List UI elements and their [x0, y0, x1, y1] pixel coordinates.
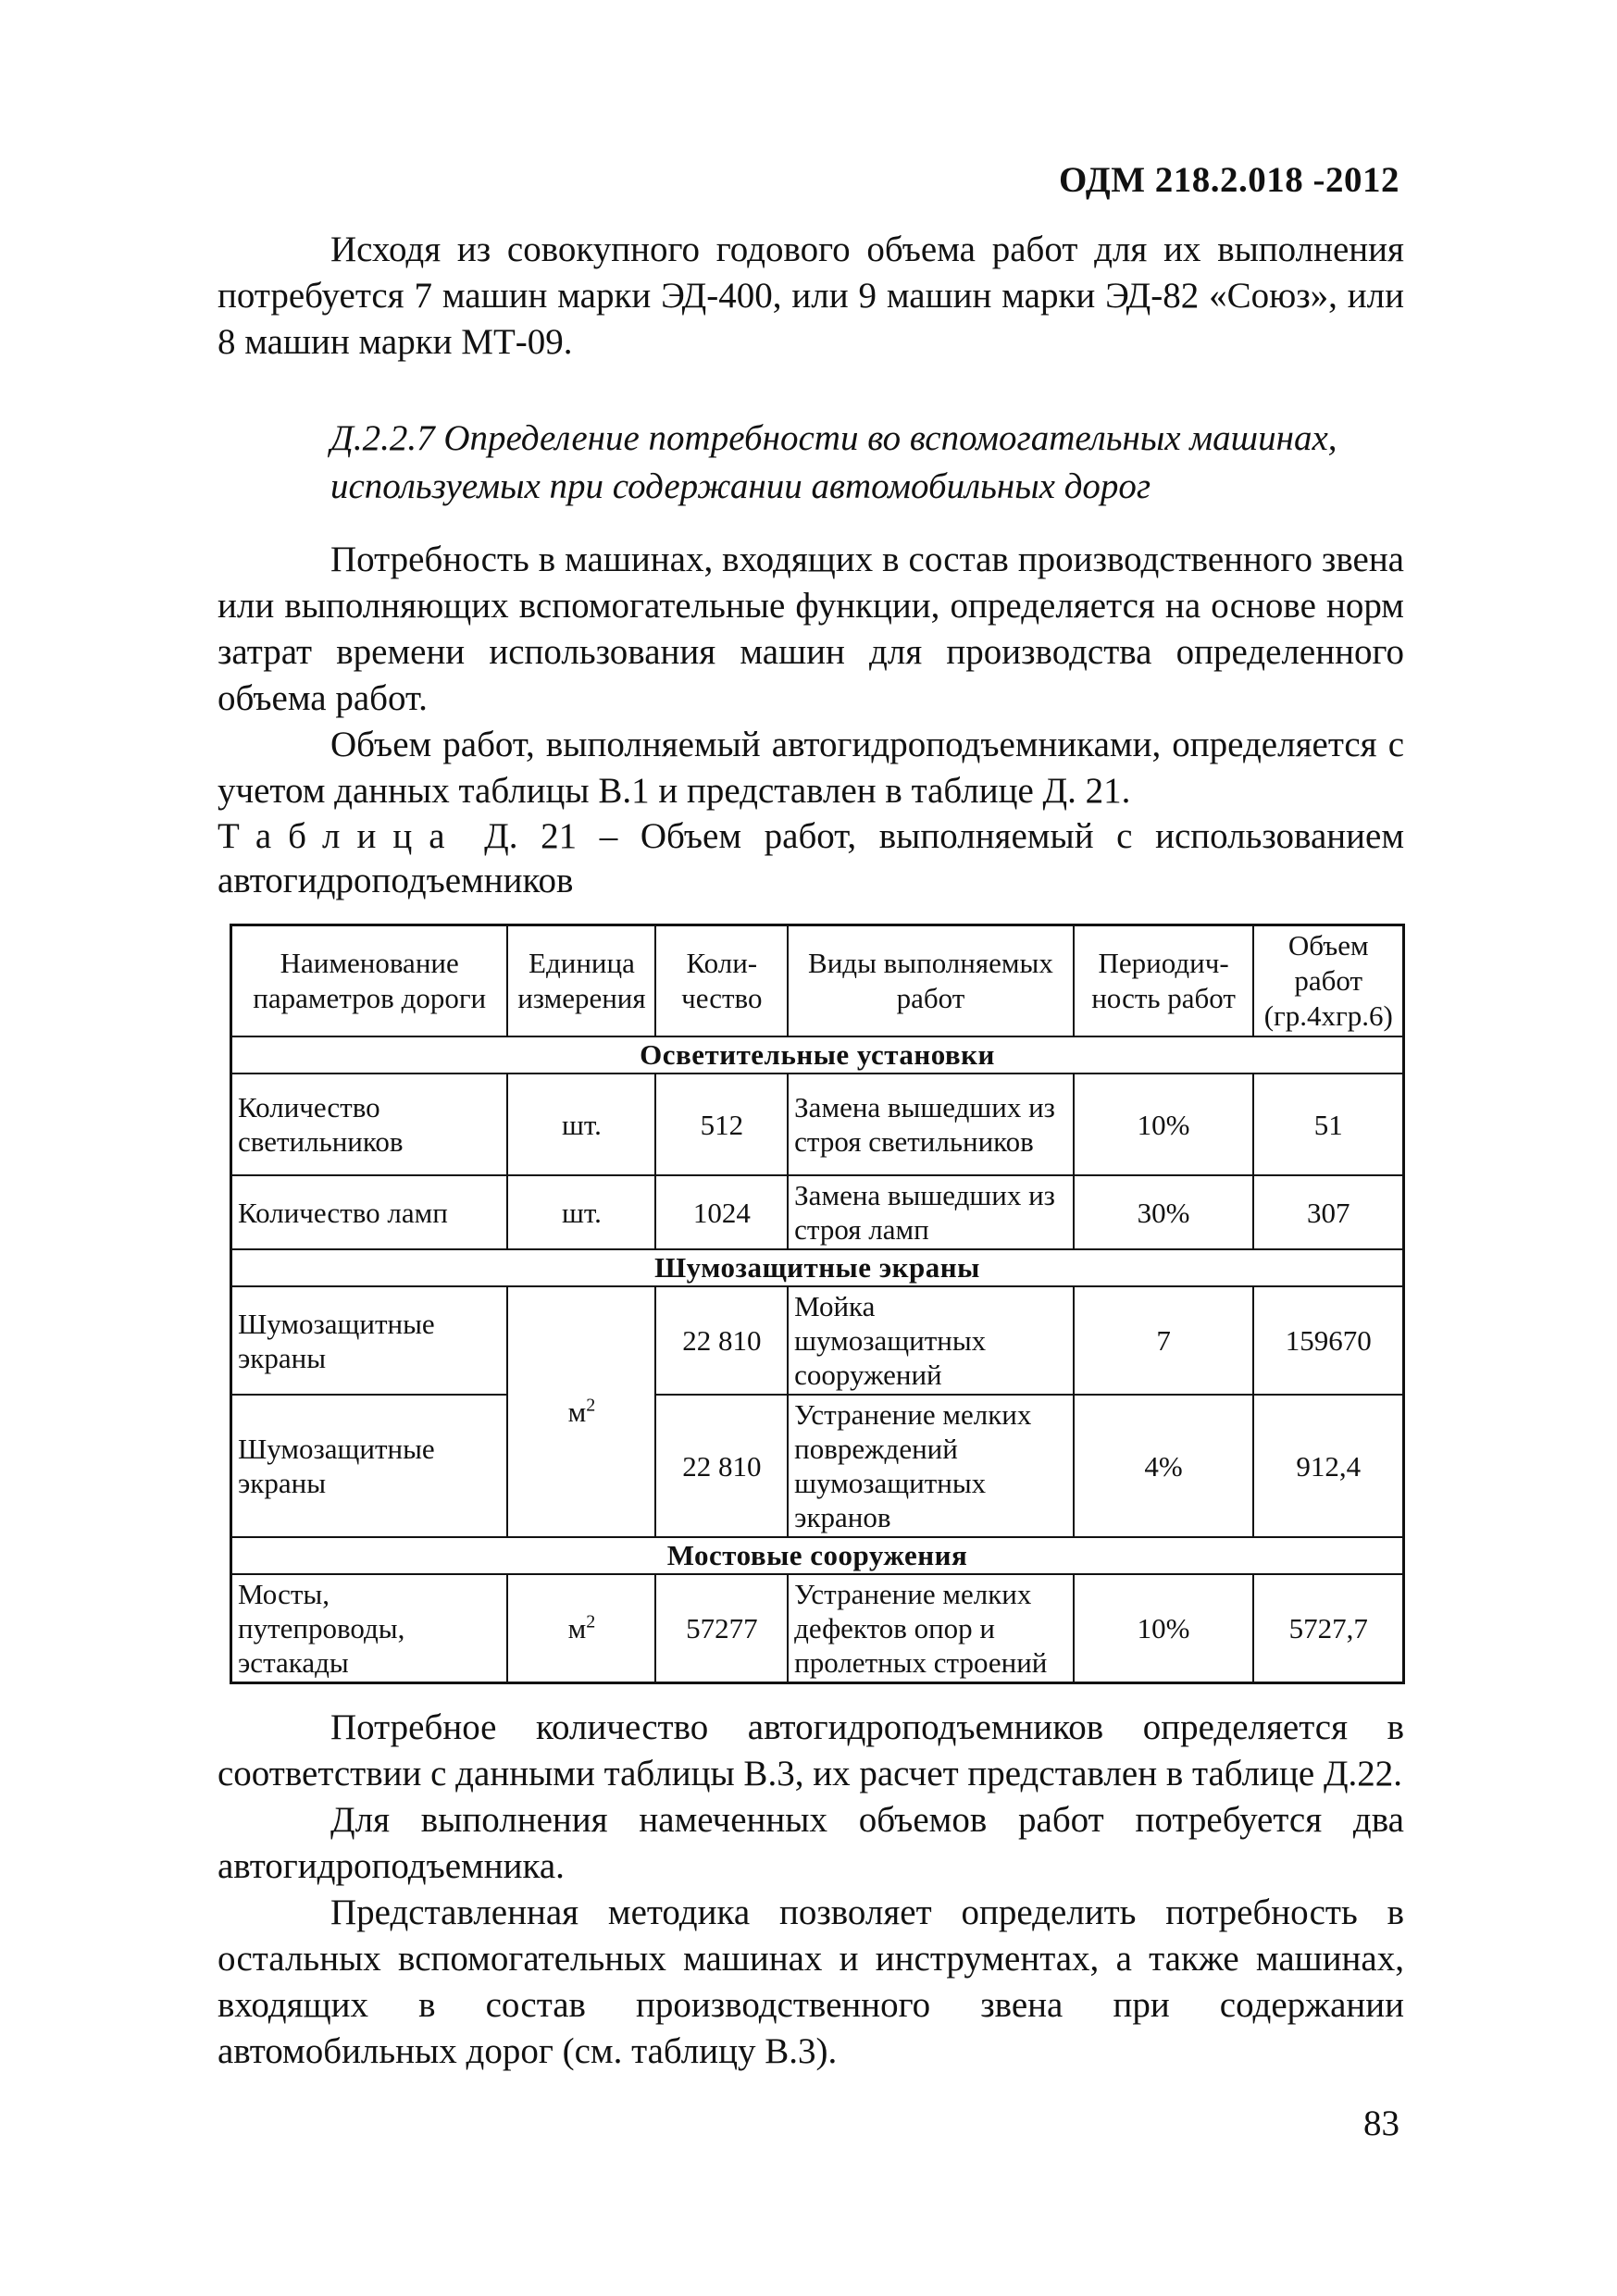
section-title: Шумозащитные экраны [231, 1249, 1404, 1286]
period-cell: 30% [1074, 1175, 1254, 1249]
section-row [231, 1249, 1404, 1286]
unit-cell: шт. [507, 1074, 655, 1175]
work-cell: Замена вышедших из строя ламп [788, 1175, 1074, 1249]
table-row [231, 1395, 1404, 1537]
intro-paragraph: Исходя из совокупного годового объема работ для их выполнения потребуется 7 машин марки ЭД-400, или 9 машин марки ЭД-82 «Союз», или 8 машин марки МТ-09. [218, 230, 1404, 362]
volume-cell: 5727,7 [1253, 1574, 1403, 1683]
section-title: Мостовые сооружения [231, 1537, 1404, 1574]
qty-cell: 22 810 [655, 1395, 788, 1537]
param-name: Мосты, путепроводы, эстакады [231, 1574, 508, 1683]
volume-cell: 912,4 [1253, 1395, 1403, 1537]
qty-cell: 1024 [655, 1175, 788, 1249]
table-header-row [231, 925, 1404, 1037]
param-name: Шумозащитные экраны [231, 1395, 508, 1537]
unit-text: м [567, 1612, 587, 1644]
document-code: ОДМ 218.2.018 -2012 [1058, 160, 1399, 200]
qty-cell: 22 810 [655, 1286, 788, 1395]
unit-cell: шт. [507, 1175, 655, 1249]
intro-block [218, 227, 1404, 366]
section-heading: Д.2.2.7 Определение потребности во вспомогательных машинах, используемых при содержании автомобильных дорог [330, 418, 1337, 506]
period-cell: 10% [1074, 1574, 1254, 1683]
volume-cell: 51 [1253, 1074, 1403, 1175]
period-cell: 7 [1074, 1286, 1254, 1395]
volume-table [230, 924, 1405, 1684]
header-cell: Наименование параметров дороги [231, 925, 508, 1037]
work-cell: Устранение мелких повреждений шумозащитных экранов [788, 1395, 1074, 1537]
header-cell: Единица измерения [507, 925, 655, 1037]
header-cell: Коли-чество [655, 925, 788, 1037]
after-paragraph-3: Представленная методика позволяет определить потребность в остальных вспомогательных машинах и инструментах, а также машинах, входящих в состав производственного звена при содержании автомобильных дорог (см. таблицу В.3). [218, 1893, 1404, 2071]
table-container [230, 924, 1405, 1684]
table-row [231, 1574, 1404, 1683]
unit-text: м [567, 1396, 587, 1428]
volume-cell: 159670 [1253, 1286, 1403, 1395]
unit-superscript: 2 [586, 1611, 596, 1632]
section-paragraph-1: Потребность в машинах, входящих в состав производственного звена или выполняющих вспомогательные функции, определяется на основе норм затрат времени использования машин для производства определенного объема работ. [218, 540, 1404, 718]
header-cell: Периодич-ность работ [1074, 925, 1254, 1037]
after-paragraph-1: Потребное количество автогидроподъемников определяется в соответствии с данными таблицы В.3, их расчет представлен в таблице Д.22. [218, 1707, 1404, 1793]
table-row [231, 1074, 1404, 1175]
table-caption-text: Д. 21 – Объем работ, выполняемый с использованием автогидроподъемников [218, 816, 1404, 900]
table-row [231, 1286, 1404, 1395]
qty-cell: 512 [655, 1074, 788, 1175]
param-name: Количество светильников [231, 1074, 508, 1175]
work-cell: Устранение мелких дефектов опор и пролетных строений [788, 1574, 1074, 1683]
unit-cell [507, 1574, 655, 1683]
section-body [218, 537, 1404, 903]
table-caption [218, 814, 1404, 903]
section-row [231, 1036, 1404, 1074]
unit-cell [507, 1286, 655, 1537]
period-cell: 10% [1074, 1074, 1254, 1175]
param-name: Шумозащитные экраны [231, 1286, 508, 1395]
work-cell: Мойка шумозащитных сооружений [788, 1286, 1074, 1395]
page-number: 83 [1363, 2104, 1399, 2143]
work-cell: Замена вышедших из строя светильников [788, 1074, 1074, 1175]
qty-cell: 57277 [655, 1574, 788, 1683]
after-paragraph-2: Для выполнения намеченных объемов работ потребуется два автогидроподъемника. [218, 1800, 1404, 1886]
section-row [231, 1537, 1404, 1574]
volume-cell: 307 [1253, 1175, 1403, 1249]
table-caption-label: Таблица [218, 816, 462, 856]
period-cell: 4% [1074, 1395, 1254, 1537]
section-paragraph-2: Объем работ, выполняемый автогидроподъемниками, определяется с учетом данных таблицы В.1 и представлен в таблице Д. 21. [218, 725, 1404, 811]
header-cell: Виды выполняемых работ [788, 925, 1074, 1037]
header-cell: Объем работ (гр.4хгр.6) [1253, 925, 1403, 1037]
section-title: Осветительные установки [231, 1036, 1404, 1074]
table-row [231, 1175, 1404, 1249]
param-name: Количество ламп [231, 1175, 508, 1249]
after-table-block [218, 1705, 1404, 2075]
section-heading-block [218, 415, 1404, 511]
unit-superscript: 2 [586, 1395, 596, 1416]
